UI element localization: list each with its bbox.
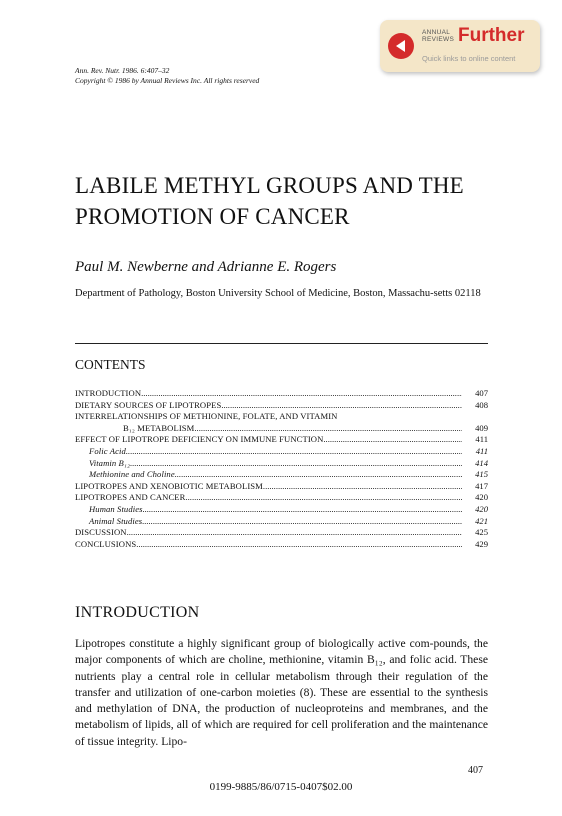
toc-entry-label: B₁₂ METABOLISM [123, 422, 195, 433]
toc-entry[interactable] [75, 539, 488, 551]
table-of-contents [75, 388, 488, 550]
author-list: Paul M. Newberne and Adrianne E. Rogers [75, 259, 337, 275]
toc-entry-label: EFFECT OF LIPOTROPE DEFICIENCY ON IMMUNE FUNCTION [75, 434, 324, 445]
toc-entry-page: 415 [475, 469, 488, 480]
toc-entry-label: Vitamin B₁₂ [89, 457, 131, 468]
toc-leader-dots [175, 469, 462, 479]
toc-entry-page: 408 [475, 399, 488, 410]
banner-brand-line2: REVIEWS [422, 36, 455, 43]
toc-entry-label: Human Studies [89, 503, 143, 514]
toc-entry[interactable] [75, 504, 488, 516]
toc-entry[interactable] [75, 434, 488, 446]
toc-leader-dots [126, 446, 462, 456]
toc-entry[interactable] [75, 492, 488, 504]
toc-leader-dots [142, 516, 462, 526]
toc-entry-page: 429 [475, 538, 488, 549]
introduction-body: Lipotropes constitute a highly significant group of biologically active com-pounds, the major components of which are choline, methionine, vitamin B₁₂, and folic acid. These nutrients play a central role in cellular metabolism through their regulation of the transfer and utilization of one-carbon moieties (8). These are essential to the synthesis and methylation of DNA, the production of nucleoproteins and membranes, and the metabolism of lipids, all of which are required for cell proliferation and the maintenance of tissue integrity. Lipo- [75, 637, 488, 748]
toc-entry[interactable] [75, 446, 488, 458]
introduction-heading: INTRODUCTION [75, 604, 200, 621]
toc-entry[interactable] [75, 469, 488, 481]
price-code: 0199-9885/86/0715-0407$02.00 [209, 781, 353, 793]
further-banner[interactable] [380, 20, 540, 72]
toc-entry-page: 409 [475, 422, 488, 433]
toc-entry[interactable] [75, 388, 488, 400]
citation-line: Ann. Rev. Nutr. 1986. 6:407–32 [75, 66, 170, 75]
section-divider [75, 343, 488, 344]
toc-entry[interactable] [75, 423, 488, 435]
article-title [75, 170, 505, 232]
toc-entry-label: Animal Studies [89, 515, 143, 526]
toc-entry-label: INTRODUCTION [75, 388, 142, 398]
title-line-2: PROMOTION OF CANCER [75, 204, 350, 229]
title-line-1: LABILE METHYL GROUPS AND THE [75, 173, 464, 198]
journal-citation [75, 66, 259, 85]
toc-entry[interactable] [75, 481, 488, 493]
banner-subtitle: Quick links to online content [422, 54, 516, 63]
toc-entry[interactable] [75, 411, 488, 423]
toc-entry-label: LIPOTROPES AND XENOBIOTIC METABOLISM [75, 480, 263, 491]
toc-entry[interactable] [75, 458, 488, 470]
toc-leader-dots [136, 539, 462, 549]
toc-entry[interactable] [75, 527, 488, 539]
toc-leader-dots [130, 458, 462, 468]
toc-entry-page: 407 [475, 388, 488, 398]
toc-leader-dots [186, 492, 463, 502]
toc-entry-page: 411 [475, 434, 488, 445]
arrow-left-icon [388, 33, 414, 59]
toc-leader-dots [263, 481, 462, 491]
toc-entry[interactable] [75, 516, 488, 528]
toc-entry-label: INTERRELATIONSHIPS OF METHIONINE, FOLATE, AND VITAMIN [75, 411, 338, 422]
toc-entry-page: 425 [475, 527, 488, 538]
toc-entry-label: DISCUSSION [75, 527, 127, 538]
banner-title: Further [458, 25, 525, 46]
toc-entry-page: 421 [475, 515, 488, 526]
toc-entry-label: CONCLUSIONS [75, 538, 137, 549]
toc-leader-dots [323, 434, 462, 444]
contents-heading: CONTENTS [75, 357, 146, 372]
toc-entry-page: 417 [475, 480, 488, 491]
banner-brand-line1: ANNUAL [422, 29, 451, 36]
toc-leader-dots [127, 527, 462, 537]
copyright-line: Copyright © 1986 by Annual Reviews Inc. All rights reserved [75, 75, 260, 85]
page-number: 407 [468, 765, 483, 776]
banner-brand [422, 29, 454, 43]
toc-leader-dots [141, 388, 462, 398]
toc-leader-dots [194, 423, 462, 433]
toc-entry-page: 414 [475, 457, 488, 468]
toc-entry-page: 411 [475, 445, 488, 456]
affiliation: Department of Pathology, Boston University School of Medicine, Boston, Massachu-setts 02118 [75, 288, 481, 299]
toc-leader-dots [143, 504, 462, 514]
toc-entry-page: 420 [475, 492, 488, 503]
toc-entry-label: LIPOTROPES AND CANCER [75, 492, 186, 503]
toc-entry-label: DIETARY SOURCES OF LIPOTROPES [75, 399, 222, 410]
toc-entry-label: Methionine and Choline [89, 469, 175, 480]
toc-entry-label: Folic Acid [89, 445, 126, 456]
toc-entry[interactable] [75, 400, 488, 412]
toc-leader-dots [221, 400, 462, 410]
toc-entry-page: 420 [475, 503, 488, 514]
